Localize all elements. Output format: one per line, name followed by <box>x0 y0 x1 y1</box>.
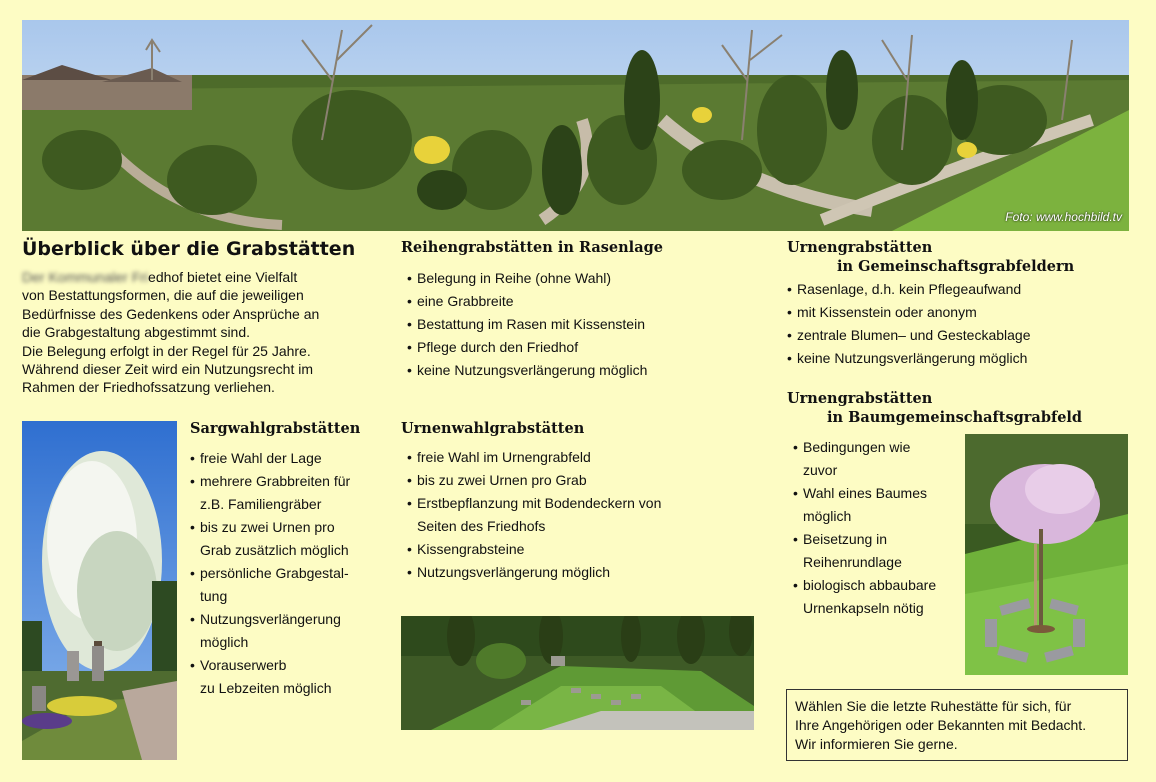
list-item: • zentrale Blumen– und Gesteckablage <box>787 324 1030 347</box>
intro-line: Die Belegung erfolgt in der Regel für 25 Jahre. <box>22 342 311 359</box>
list-item: • Kissengrabsteine <box>407 538 661 561</box>
closing-line: Ihre Angehörigen oder Bekannten mit Bedacht. <box>795 717 1087 733</box>
redacted-name: Der Kommunaler Fri <box>22 269 149 285</box>
list-item: • Belegung in Reihe (ohne Wahl) <box>407 267 647 290</box>
list-item: • Vorauserwerb zu Lebzeiten möglich <box>190 654 350 700</box>
sargwahl-heading: Sargwahlgrabstätten <box>190 420 361 437</box>
list-item: • mit Kissenstein oder anonym <box>787 301 1030 324</box>
reihen-list <box>407 267 647 382</box>
gemeinschaft-heading: Urnengrabstätten in Gemeinschaftsgrabfeldern <box>787 239 1075 275</box>
list-item: • biologisch abbaubare Urnenkapseln nötig <box>793 574 936 620</box>
photo-credit: Foto: www.hochbild.tv <box>1005 210 1122 224</box>
cemetery-panorama-photo <box>22 20 1129 231</box>
list-item: • Bestattung im Rasen mit Kissenstein <box>407 313 647 336</box>
list-item: • bis zu zwei Urnen pro Grab <box>407 469 661 492</box>
intro-line: Rahmen der Friedhofssatzung verliehen. <box>22 379 275 396</box>
baum-list <box>793 436 936 620</box>
list-item: • Nutzungsverlängerung möglich <box>407 561 661 584</box>
closing-line: Wählen Sie die letzte Ruhestätte für sich, für <box>795 698 1072 714</box>
intro-paragraph <box>22 268 362 397</box>
list-item: • keine Nutzungsverlängerung möglich <box>407 359 647 382</box>
reihen-heading: Reihengrabstätten in Rasenlage <box>401 239 663 256</box>
list-item: • eine Grabbreite <box>407 290 647 313</box>
intro-line: Bedürfnisse des Gedenkens oder Ansprüche an <box>22 305 320 322</box>
list-item: • Nutzungsverlängerung möglich <box>190 608 350 654</box>
urn-field-photo <box>401 616 754 730</box>
closing-note <box>786 689 1128 761</box>
sargwahl-list <box>190 447 350 700</box>
list-item: • Rasenlage, d.h. kein Pflegeaufwand <box>787 278 1030 301</box>
list-item: • bis zu zwei Urnen pro Grab zusätzlich möglich <box>190 516 350 562</box>
intro-line: Während dieser Zeit wird ein Nutzungsrecht im <box>22 361 314 378</box>
page-title: Überblick über die Grabstätten <box>22 238 356 260</box>
intro-line: die Grabgestaltung abgestimmt sind. <box>22 324 251 341</box>
list-item: • Erstbepflanzung mit Bodendeckern von Seiten des Friedhofs <box>407 492 661 538</box>
list-item: • persönliche Grabgestal- tung <box>190 562 350 608</box>
urnenwahl-list <box>407 446 661 584</box>
urnenwahl-heading: Urnenwahlgrabstätten <box>401 420 585 437</box>
list-item: • keine Nutzungsverlängerung möglich <box>787 347 1030 370</box>
list-item: • Bedingungen wie zuvor <box>793 436 936 482</box>
gemeinschaft-list <box>787 278 1030 370</box>
intro-line: von Bestattungsformen, die auf die jeweiligen <box>22 287 304 304</box>
flowering-tree-photo <box>22 421 177 760</box>
list-item: • Pflege durch den Friedhof <box>407 336 647 359</box>
closing-line: Wir informieren Sie gerne. <box>795 736 958 752</box>
intro-first-line: Der Kommunaler Friedhof bietet eine Vielfalt <box>22 269 298 285</box>
list-item: • Beisetzung in Reihenrundlage <box>793 528 936 574</box>
list-item: • Wahl eines Baumes möglich <box>793 482 936 528</box>
list-item: • freie Wahl der Lage <box>190 447 350 470</box>
list-item: • mehrere Grabbreiten für z.B. Familiengräber <box>190 470 350 516</box>
baum-heading: Urnengrabstätten in Baumgemeinschaftsgrabfeld <box>787 390 1083 426</box>
cherry-tree-photo <box>965 434 1128 675</box>
list-item: • freie Wahl im Urnengrabfeld <box>407 446 661 469</box>
